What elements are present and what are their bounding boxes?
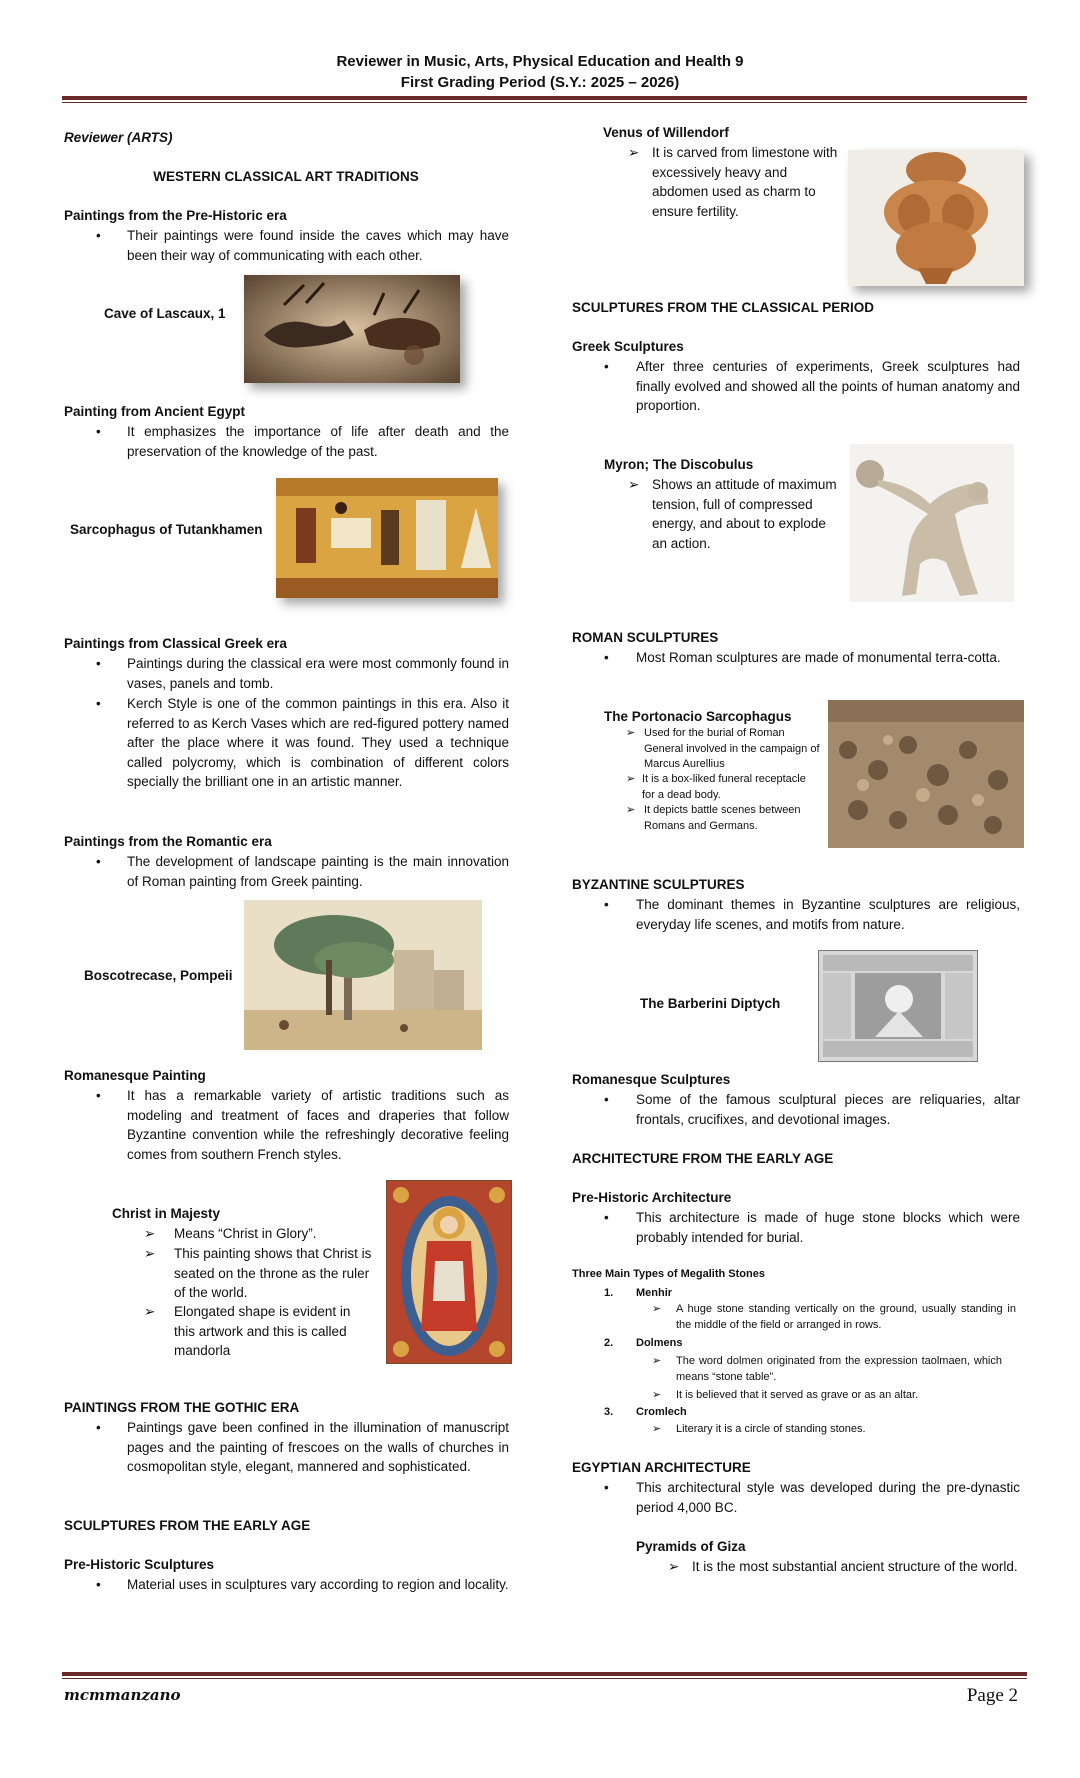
egypt-heading: Painting from Ancient Egypt xyxy=(64,404,246,419)
tutankhamen-caption: Sarcophagus of Tutankhamen xyxy=(70,522,263,537)
sub-text: It is believed that it served as grave or as an altar. xyxy=(676,1389,919,1401)
prehistoric-heading: Paintings from the Pre-Historic era xyxy=(64,208,287,223)
discobulus-heading: Myron; The Discobulus xyxy=(604,457,754,472)
sub-text: It is a box-liked funeral receptacle for a dead body. xyxy=(642,773,806,801)
footer-rule xyxy=(62,1672,1027,1679)
roman-sculptures-heading: ROMAN SCULPTURES xyxy=(572,630,719,645)
tutankhamen-image xyxy=(276,478,498,598)
sub-text: The word dolmen originated from the expression taolmaen, which means “stone table”. xyxy=(676,1355,1002,1383)
header-line-2: First Grading Period (S.Y.: 2025 – 2026) xyxy=(400,74,680,91)
sub-text: Means “Christ in Glory”. xyxy=(174,1226,317,1241)
arrow-glyph: ➢ xyxy=(144,1246,156,1261)
bullet-text: The dominant themes in Byzantine sculptures are religious, everyday life scenes, and motifs from nature. xyxy=(636,897,1020,932)
bullet-glyph: • xyxy=(604,1092,609,1107)
cromlech-heading: Cromlech xyxy=(636,1406,687,1418)
bullet-glyph: • xyxy=(96,1088,101,1103)
bullet-glyph: • xyxy=(96,656,101,671)
bullet-glyph: • xyxy=(96,854,101,869)
arrow-glyph: ➢ xyxy=(626,804,636,816)
dolmen-heading: Dolmens xyxy=(636,1337,683,1349)
prehistoric-sculptures-heading: Pre-Historic Sculptures xyxy=(64,1557,215,1572)
christ-majesty-image xyxy=(386,1180,512,1364)
bullet-glyph: • xyxy=(96,1420,101,1435)
christ-majesty-heading: Christ in Majesty xyxy=(112,1206,221,1221)
sub-text: It is carved from limestone with excessively heavy and abdomen used as charm to ensure fertility. xyxy=(652,145,838,219)
arrow-glyph: ➢ xyxy=(626,727,636,739)
bullet-glyph: • xyxy=(604,650,609,665)
lascaux-caption: Cave of Lascaux, 1 xyxy=(104,306,226,321)
sub-text: It depicts battle scenes between Romans and Germans. xyxy=(644,804,801,832)
bullet-glyph: • xyxy=(96,696,101,711)
venus-heading: Venus of Willendorf xyxy=(603,125,729,140)
bullet-glyph: • xyxy=(96,1577,101,1592)
bullet-text: It has a remarkable variety of artistic traditions such as modeling and treatment of faces and draperies that follow Byzantine convention while the refreshingly decorative feeling comes from southern French styles. xyxy=(127,1088,509,1162)
sub-text: Used for the burial of Roman General involved in the campaign of Marcus Aurellius xyxy=(644,727,820,770)
barberini-image xyxy=(818,950,978,1062)
greek-sculptures-heading: Greek Sculptures xyxy=(572,339,684,354)
menhir-heading: Menhir xyxy=(636,1287,673,1299)
sub-text: Literary it is a circle of standing stones. xyxy=(676,1423,866,1435)
cromlech-number: 3. xyxy=(604,1406,614,1418)
bullet-text: Paintings during the classical era were most commonly found in vases, panels and tomb. xyxy=(127,656,509,691)
boscotrecase-image xyxy=(244,900,482,1050)
arrow-glyph: ➢ xyxy=(652,1423,662,1435)
sub-text: It is the most substantial ancient structure of the world. xyxy=(692,1559,1018,1574)
menhir-number: 1. xyxy=(604,1287,614,1299)
romanesque-sculptures-heading: Romanesque Sculptures xyxy=(572,1072,731,1087)
arrow-glyph: ➢ xyxy=(668,1559,680,1574)
venus-image xyxy=(848,150,1024,286)
classical-sculptures-heading: SCULPTURES FROM THE CLASSICAL PERIOD xyxy=(572,300,875,315)
bullet-text: Kerch Style is one of the common paintings in this era. Also it referred to as Kerch Vases which are red-figured pottery named after the place where it was found. They used a technique called polycromy, which is combination of different colors specially the brilliant one in an artistic manner. xyxy=(127,696,509,789)
byzantine-heading: BYZANTINE SCULPTURES xyxy=(572,877,745,892)
sculptures-early-heading: SCULPTURES FROM THE EARLY AGE xyxy=(64,1518,311,1533)
dolmen-number: 2. xyxy=(604,1337,614,1349)
bullet-text: This architecture is made of huge stone blocks which were probably intended for burial. xyxy=(636,1210,1020,1245)
arrow-glyph: ➢ xyxy=(652,1303,662,1315)
discobulus-image xyxy=(850,444,1014,602)
bullet-text: Material uses in sculptures vary according to region and locality. xyxy=(127,1577,509,1592)
header-line-1: Reviewer in Music, Arts, Physical Education and Health 9 xyxy=(336,53,744,70)
romantic-heading: Paintings from the Romantic era xyxy=(64,834,272,849)
pyramids-heading: Pyramids of Giza xyxy=(636,1539,746,1554)
arrow-glyph: ➢ xyxy=(652,1355,662,1367)
sub-text: Shows an attitude of maximum tension, full of compressed energy, and about to explode an action. xyxy=(652,477,837,551)
bullet-glyph: • xyxy=(604,1210,609,1225)
sub-text: This painting shows that Christ is seated on the throne as the ruler of the world. xyxy=(174,1246,372,1300)
bullet-text: After three centuries of experiments, Greek sculptures had finally evolved and showed all the points of human anatomy and proportion. xyxy=(636,359,1020,413)
portonacio-heading: The Portonacio Sarcophagus xyxy=(604,709,792,724)
prehistoric-architecture-heading: Pre-Historic Architecture xyxy=(572,1190,732,1205)
bullet-text: This architectural style was developed during the pre-dynastic period 4,000 BC. xyxy=(636,1480,1020,1515)
bullet-text: Most Roman sculptures are made of monumental terra-cotta. xyxy=(636,650,1001,665)
section-title: WESTERN CLASSICAL ART TRADITIONS xyxy=(153,169,419,184)
portonacio-image xyxy=(828,700,1024,848)
gothic-heading: PAINTINGS FROM THE GOTHIC ERA xyxy=(64,1400,300,1415)
bullet-glyph: • xyxy=(96,424,101,439)
bullet-glyph: • xyxy=(604,359,609,374)
romanesque-painting-heading: Romanesque Painting xyxy=(64,1068,206,1083)
sub-text: A huge stone standing vertically on the ground, usually standing in the middle of the field or arranged in rows. xyxy=(676,1303,1016,1331)
bullet-glyph: • xyxy=(96,228,101,243)
arrow-glyph: ➢ xyxy=(628,477,640,492)
boscotrecase-caption: Boscotrecase, Pompeii xyxy=(84,968,233,983)
header-rule xyxy=(62,96,1027,103)
megalith-heading: Three Main Types of Megalith Stones xyxy=(572,1268,765,1280)
bullet-text: The development of landscape painting is the main innovation of Roman painting from Greek painting. xyxy=(127,854,509,889)
arrow-glyph: ➢ xyxy=(652,1389,662,1401)
bullet-text: Paintings gave been confined in the illumination of manuscript pages and the painting of frescoes on the walls of churches in cosmopolitan style, elegant, mannered and sophisticated. xyxy=(127,1420,509,1474)
barberini-caption: The Barberini Diptych xyxy=(640,996,781,1011)
arrow-glyph: ➢ xyxy=(144,1226,156,1241)
bullet-text: Some of the famous sculptural pieces are reliquaries, altar frontals, crucifixes, and devotional images. xyxy=(636,1092,1020,1127)
egyptian-architecture-heading: EGYPTIAN ARCHITECTURE xyxy=(572,1460,751,1475)
bullet-glyph: • xyxy=(604,897,609,912)
bullet-text: It emphasizes the importance of life after death and the preservation of the knowledge of the past. xyxy=(127,424,509,459)
bullet-glyph: • xyxy=(604,1480,609,1495)
arrow-glyph: ➢ xyxy=(626,773,636,785)
page-number: Page 2 xyxy=(966,1685,1018,1706)
sub-text: Elongated shape is evident in this artwork and this is called mandorla xyxy=(174,1304,351,1358)
architecture-heading: ARCHITECTURE FROM THE EARLY AGE xyxy=(572,1151,834,1166)
greek-paintings-heading: Paintings from Classical Greek era xyxy=(64,636,287,651)
bullet-text: Their paintings were found inside the caves which may have been their way of communicating with each other. xyxy=(127,228,509,263)
reviewer-label: Reviewer (ARTS) xyxy=(64,130,173,145)
signature: mcmmanzano xyxy=(64,1686,181,1704)
lascaux-image xyxy=(244,275,460,383)
arrow-glyph: ➢ xyxy=(628,145,640,160)
arrow-glyph: ➢ xyxy=(144,1304,156,1319)
